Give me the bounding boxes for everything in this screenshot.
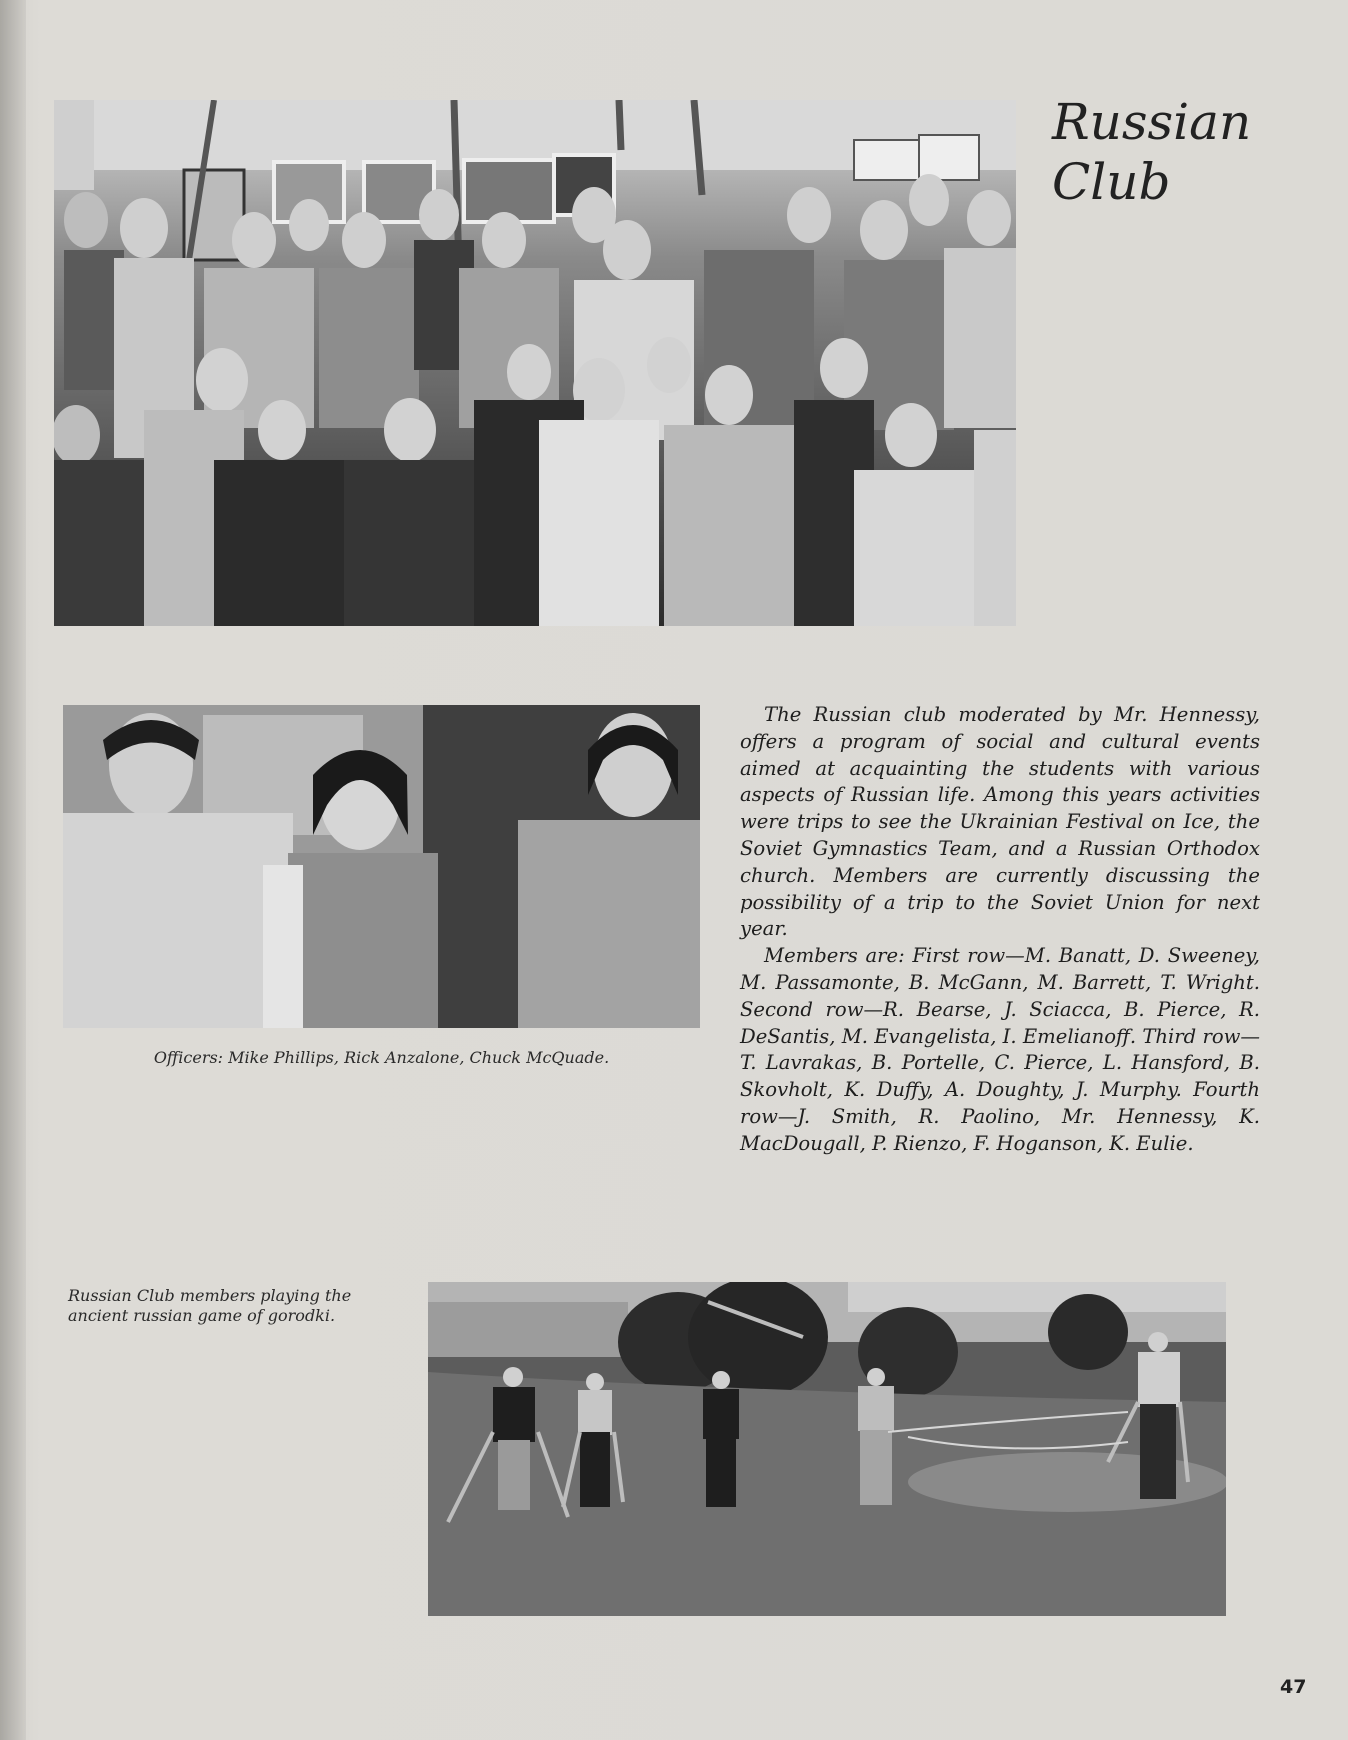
officers-photo-image: [63, 705, 700, 1028]
group-photo-image: [54, 100, 1016, 626]
officers-photo: [63, 705, 700, 1028]
title-line-2: Club: [1052, 153, 1171, 211]
title-line-1: Russian: [1052, 93, 1252, 151]
gorodki-photo: [428, 1282, 1226, 1616]
description-paragraph: The Russian club moderated by Mr. Hennessy, offers a program of social and cultural events aimed at acquainting the students with various aspects of Russian life. Among this years activities were trips to see the Ukrainian Festival on Ice, the Soviet Gymnastics Team, and a Russian Orthodox church. Members are currently discussing the possibility of a trip to the Soviet Union for next year.: [740, 703, 1260, 941]
page-title: [1052, 92, 1332, 212]
officers-caption: Officers: Mike Phillips, Rick Anzalone, Chuck McQuade.: [153, 1048, 610, 1067]
club-description: [740, 702, 1260, 1158]
group-photo: [54, 100, 1016, 626]
members-paragraph: Members are: First row—M. Banatt, D. Sweeney, M. Passamonte, B. McGann, M. Barrett, T. Wright. Second row—R. Bearse, J. Sciacca, B. Pierce, R. DeSantis, M. Evangelista, I. Emelianoff. Third row—T. Lavrakas, B. Portelle, C. Pierce, L. Hansford, B. Skovholt, K. Duffy, A. Doughty, J. Murphy. Fourth row—J. Smith, R. Paolino, Mr. Hennessy, K. MacDougall, P. Rienzo, F. Hoganson, K. Eulie.: [740, 944, 1260, 1155]
page-number: 47: [1280, 1676, 1307, 1698]
page-spine-shadow: [0, 0, 26, 1740]
gorodki-photo-image: [428, 1282, 1226, 1616]
game-caption: Russian Club members playing the ancient russian game of gorodki.: [68, 1286, 352, 1325]
